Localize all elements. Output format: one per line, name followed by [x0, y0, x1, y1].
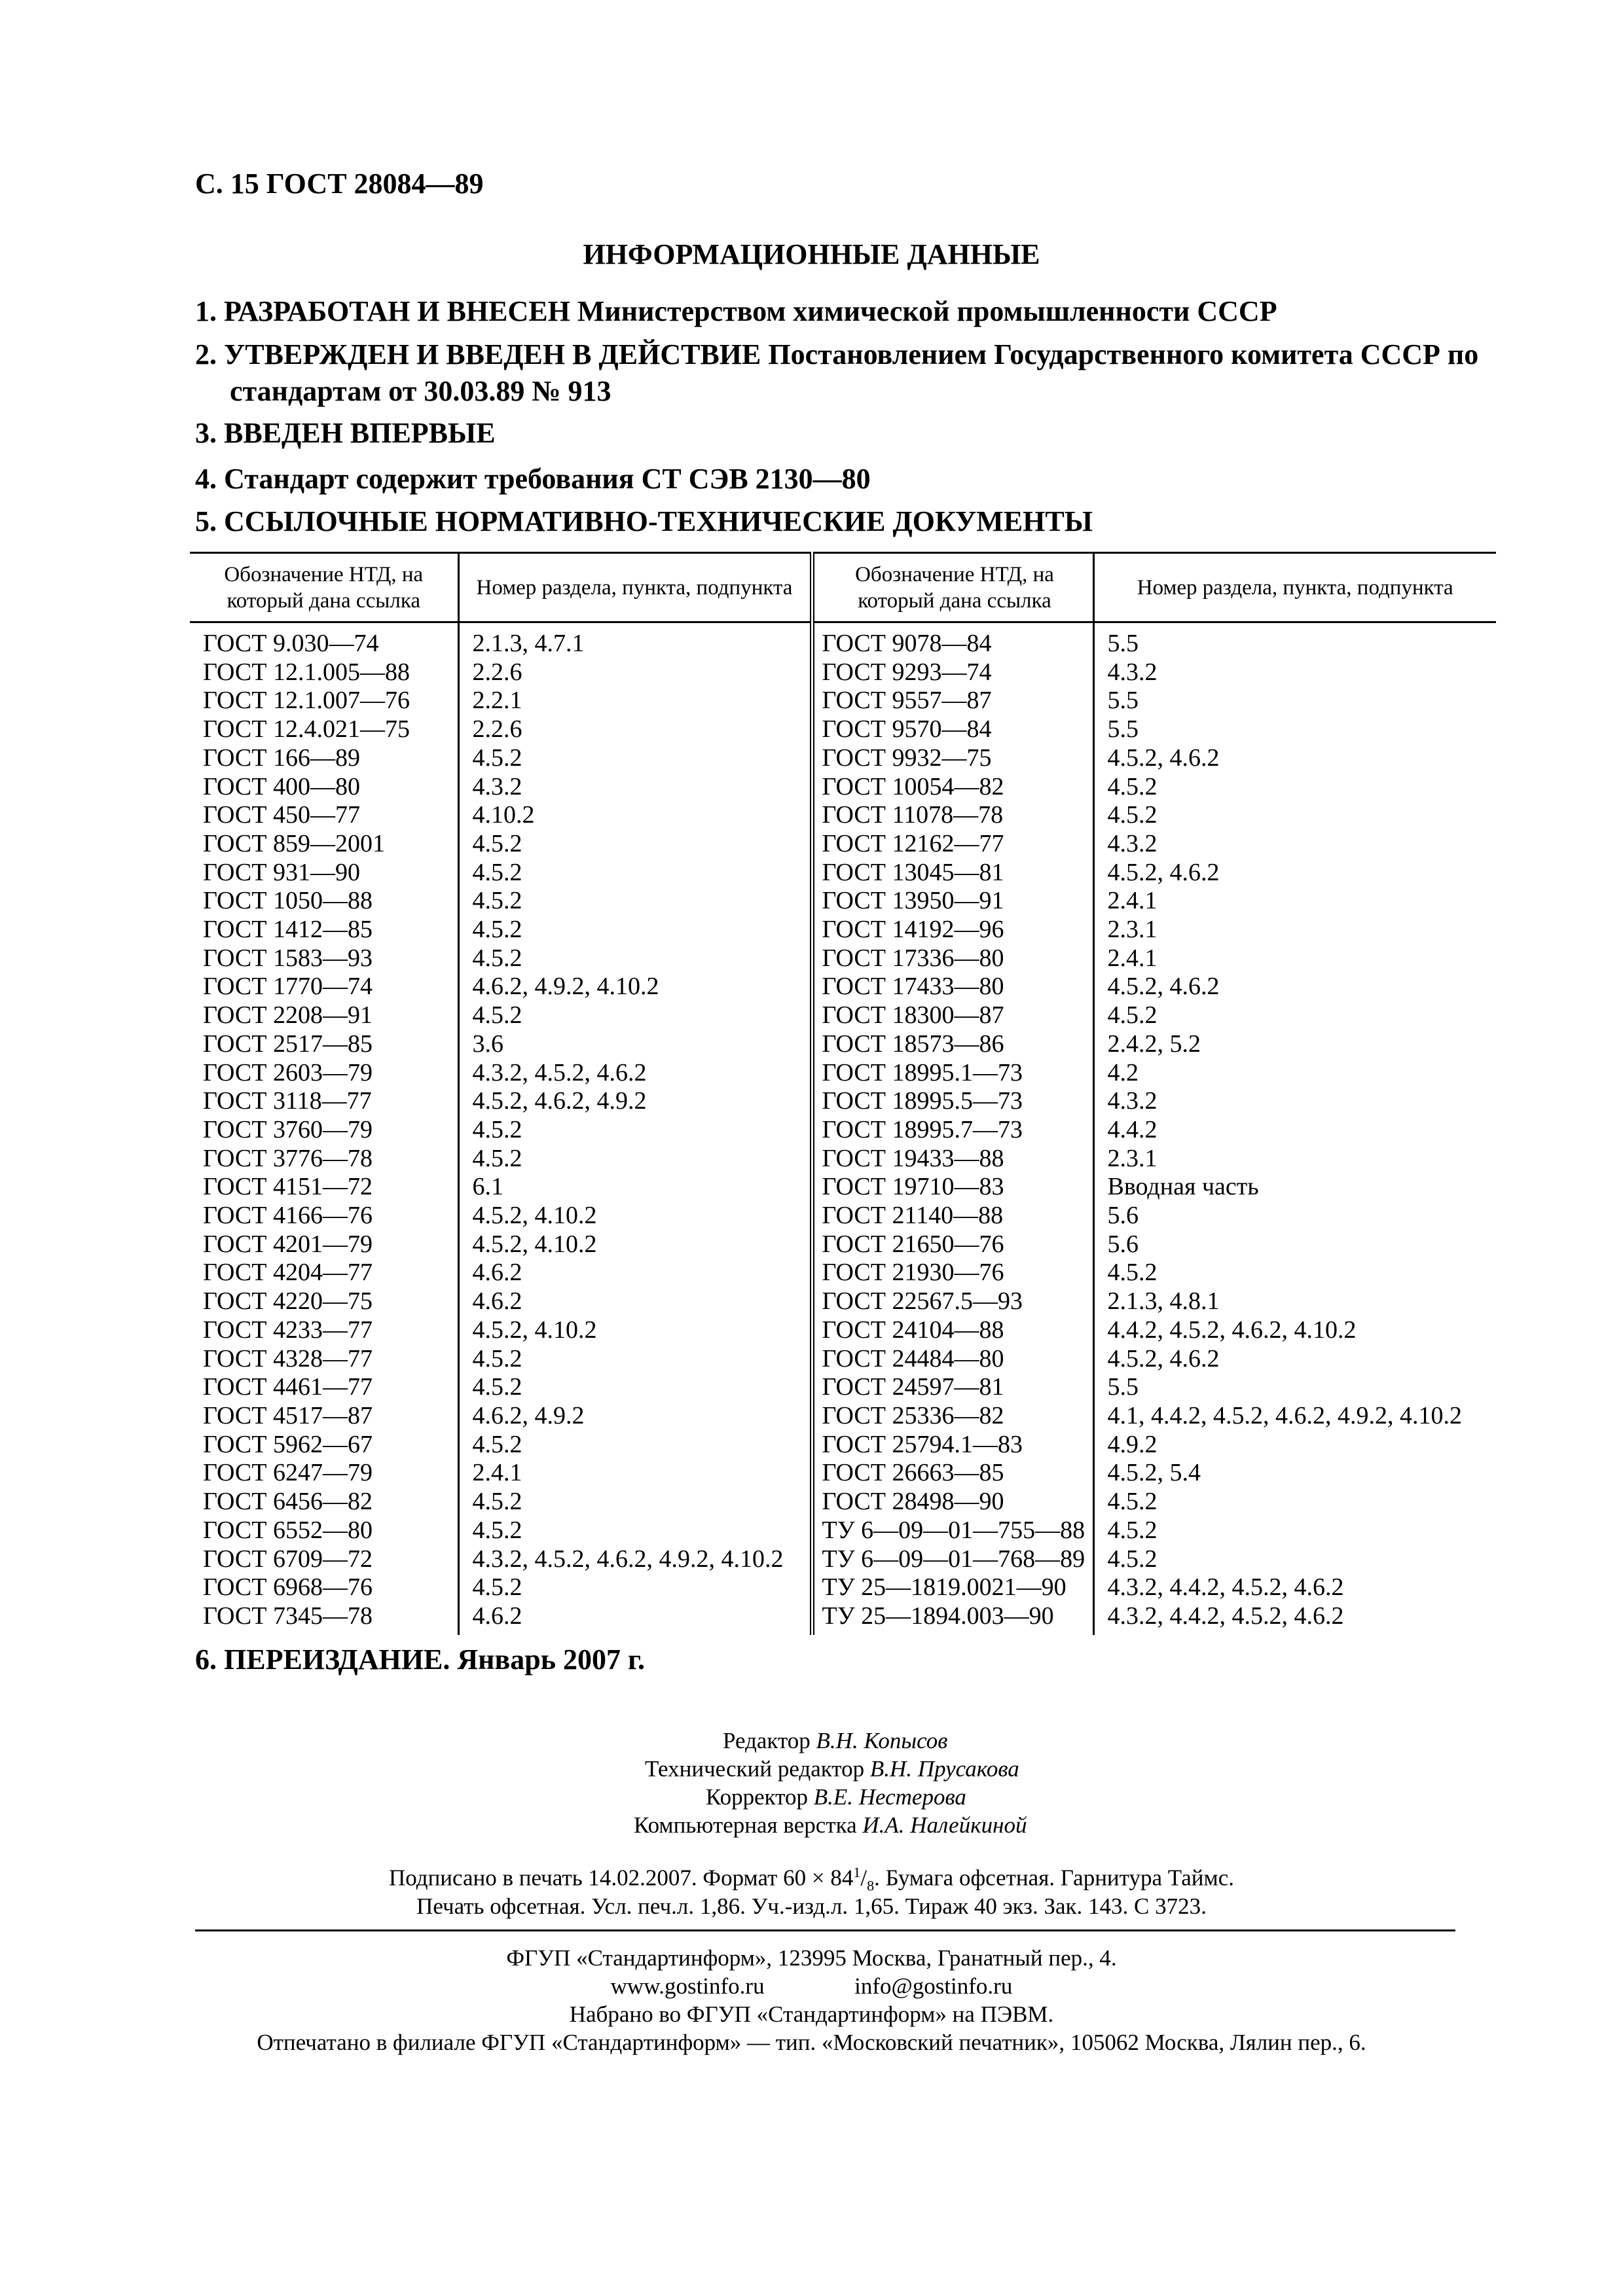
section-numbers: 4.4.2: [1107, 1115, 1158, 1143]
ntd-designation: ГОСТ 22567.5—93: [812, 1287, 1093, 1316]
section-numbers: 4.5.2, 4.6.2: [1107, 973, 1220, 1001]
section-title: ИНФОРМАЦИОННЫЕ ДАННЫЕ: [583, 238, 1040, 270]
item-number: 2.: [195, 338, 217, 370]
credit-proofreader: [706, 1784, 966, 1810]
section-numbers: 4.3.2, 4.4.2, 4.5.2, 4.6.2: [1107, 1573, 1344, 1602]
credit-role: Корректор: [706, 1784, 809, 1810]
section-numbers: 4.3.2: [1107, 658, 1158, 686]
section-numbers: 4.3.2: [1107, 829, 1158, 857]
ntd-designation: ГОСТ 17433—80: [812, 973, 1093, 1001]
section-numbers: 4.2: [1107, 1058, 1139, 1086]
table-row: [190, 973, 1496, 1001]
ntd-designation: ТУ 25—1894.003—90: [812, 1602, 1093, 1635]
section-numbers: 4.5.2: [1107, 1259, 1158, 1287]
section-numbers: 4.5.2: [1107, 1488, 1158, 1516]
section-numbers: 5.5: [1107, 1373, 1139, 1401]
references-table: [190, 552, 1496, 1635]
ntd-designation: ГОСТ 18995.7—73: [812, 1116, 1093, 1145]
ntd-designation: ГОСТ 3760—79: [190, 1116, 458, 1145]
section-numbers: 4.5.2: [458, 1516, 812, 1545]
section-numbers: 4.1, 4.4.2, 4.5.2, 4.6.2, 4.9.2, 4.10.2: [1107, 1401, 1462, 1429]
print-info-text: . Бумага офсетная. Гарнитура Таймс.: [874, 1865, 1234, 1891]
section-numbers: 3.6: [458, 1030, 812, 1059]
section-numbers: 5.5: [1107, 630, 1139, 657]
ntd-designation: ГОСТ 11078—78: [812, 801, 1093, 830]
ntd-designation: ГОСТ 24104—88: [812, 1316, 1093, 1345]
item-bold-text: Стандарт содержит требования СТ СЭВ 2130—80: [224, 463, 871, 495]
section-numbers: 4.6.2, 4.9.2: [458, 1402, 812, 1431]
ntd-designation: ГОСТ 18995.5—73: [812, 1087, 1093, 1116]
table-row: [190, 1316, 1496, 1345]
info-item-6: [195, 1641, 1544, 1678]
section-numbers: 4.3.2, 4.5.2, 4.6.2: [458, 1059, 812, 1088]
section-numbers: 4.3.2, 4.4.2, 4.5.2, 4.6.2: [1107, 1602, 1344, 1630]
ntd-designation: ГОСТ 4204—77: [190, 1259, 458, 1287]
print-info-text: Подписано в печать 14.02.2007. Формат 60 × 84: [389, 1865, 854, 1891]
printer-note: Отпечатано в филиале ФГУП «Стандартинформ» — тип. «Московский печатник», 105062 Москва, Лялин пер., 6.: [257, 2030, 1366, 2055]
column-header: Обозначение НТД, на который дана ссылка: [812, 553, 1093, 622]
table-row: [190, 801, 1496, 830]
item-bold-text: ПЕРЕИЗДАНИЕ.: [224, 1643, 450, 1676]
ntd-designation: ГОСТ 1412—85: [190, 916, 458, 944]
table-row: [190, 830, 1496, 859]
item-number: 5.: [195, 505, 217, 537]
ntd-designation: ГОСТ 5962—67: [190, 1431, 458, 1460]
section-numbers: 5.6: [1107, 1230, 1139, 1258]
section-numbers: 4.5.2: [1107, 801, 1158, 829]
ntd-designation: ГОСТ 9293—74: [812, 658, 1093, 687]
ntd-designation: ГОСТ 4166—76: [190, 1202, 458, 1230]
table-body: [190, 622, 1496, 1635]
credit-role: Технический редактор: [645, 1756, 865, 1782]
section-numbers: 4.5.2: [1107, 772, 1158, 800]
table-row: [190, 1030, 1496, 1059]
ntd-designation: ГОСТ 1050—88: [190, 887, 458, 916]
section-numbers: 4.4.2, 4.5.2, 4.6.2, 4.10.2: [1107, 1316, 1357, 1344]
ntd-designation: ГОСТ 400—80: [190, 773, 458, 802]
section-numbers: 4.5.2: [458, 944, 812, 973]
section-numbers: Вводная часть: [1107, 1173, 1259, 1201]
section-numbers: 2.2.1: [458, 687, 812, 715]
section-numbers: 4.5.2: [458, 1145, 812, 1174]
ntd-designation: ГОСТ 21140—88: [812, 1202, 1093, 1230]
item-text: Министерством химической промышленности СССР: [570, 295, 1277, 327]
section-numbers: 4.5.2, 4.10.2: [458, 1230, 812, 1259]
section-numbers: 5.5: [1107, 687, 1139, 715]
section-numbers: 4.5.2: [1107, 1545, 1158, 1573]
ntd-designation: ГОСТ 10054—82: [812, 773, 1093, 802]
ntd-designation: ГОСТ 24597—81: [812, 1373, 1093, 1402]
section-numbers: 2.1.3, 4.8.1: [1107, 1287, 1220, 1316]
page-header: С. 15 ГОСТ 28084—89: [195, 168, 484, 200]
column-header: Номер раздела, пункта, подпункта: [1093, 553, 1496, 622]
ntd-designation: ГОСТ 26663—85: [812, 1459, 1093, 1488]
ntd-designation: ГОСТ 4233—77: [190, 1316, 458, 1345]
table-row: [190, 1373, 1496, 1402]
ntd-designation: ГОСТ 12.1.005—88: [190, 658, 458, 687]
section-numbers: 4.5.2: [458, 830, 812, 859]
item-text: Постановлением Государственного комитета СССР по: [761, 338, 1479, 370]
section-numbers: 4.5.2, 4.6.2, 4.9.2: [458, 1087, 812, 1116]
credit-name: В.Е. Нестерова: [813, 1784, 966, 1810]
table-row: [190, 1287, 1496, 1316]
ntd-designation: ГОСТ 18995.1—73: [812, 1059, 1093, 1088]
ntd-designation: ГОСТ 3776—78: [190, 1145, 458, 1174]
info-item-4: [195, 461, 1544, 497]
ntd-designation: ГОСТ 12.4.021—75: [190, 715, 458, 744]
section-numbers: 4.6.2: [458, 1259, 812, 1287]
ntd-designation: ГОСТ 14192—96: [812, 916, 1093, 944]
table-row: [190, 1573, 1496, 1602]
item-number: 4.: [195, 463, 217, 495]
typeset-note: Набрано во ФГУП «Стандартинформ» на ПЭВМ.: [569, 2001, 1054, 2027]
section-numbers: 4.5.2: [1107, 1001, 1158, 1030]
table-row: [190, 916, 1496, 944]
ntd-designation: ГОСТ 450—77: [190, 801, 458, 830]
section-numbers: 4.5.2: [458, 1573, 812, 1602]
section-numbers: 4.6.2: [458, 1602, 812, 1635]
ntd-designation: ГОСТ 2603—79: [190, 1059, 458, 1088]
section-numbers: 2.4.1: [1107, 944, 1158, 972]
ntd-designation: ГОСТ 24484—80: [812, 1345, 1093, 1374]
credit-layout: [634, 1812, 1027, 1839]
section-numbers: 4.5.2: [1107, 1516, 1158, 1544]
table-row: [190, 1230, 1496, 1259]
ntd-designation: ГОСТ 13950—91: [812, 887, 1093, 916]
ntd-designation: ГОСТ 4517—87: [190, 1402, 458, 1431]
section-numbers: 4.3.2: [1107, 1087, 1158, 1115]
ntd-designation: ТУ 25—1819.0021—90: [812, 1573, 1093, 1602]
ntd-designation: ГОСТ 3118—77: [190, 1087, 458, 1116]
section-numbers: 2.2.6: [458, 658, 812, 687]
ntd-designation: ТУ 6—09—01—755—88: [812, 1516, 1093, 1545]
ntd-designation: ГОСТ 7345—78: [190, 1602, 458, 1635]
table-row: [190, 1259, 1496, 1287]
ntd-designation: ГОСТ 9557—87: [812, 687, 1093, 715]
table-row: [190, 1516, 1496, 1545]
ntd-designation: ГОСТ 4151—72: [190, 1173, 458, 1202]
ntd-designation: ГОСТ 9932—75: [812, 744, 1093, 773]
section-numbers: 4.6.2: [458, 1287, 812, 1316]
table-row: [190, 1116, 1496, 1145]
table-row: [190, 1545, 1496, 1574]
table-row: [190, 687, 1496, 715]
ntd-designation: ГОСТ 4201—79: [190, 1230, 458, 1259]
section-numbers: 4.6.2, 4.9.2, 4.10.2: [458, 973, 812, 1001]
section-numbers: 4.5.2: [458, 1345, 812, 1374]
format-slash: /: [860, 1865, 867, 1891]
section-numbers: 4.5.2, 4.10.2: [458, 1316, 812, 1345]
table-row: [190, 1059, 1496, 1088]
item-number: 6.: [195, 1643, 217, 1676]
table-header-row: [190, 553, 1496, 622]
ntd-designation: ГОСТ 17336—80: [812, 944, 1093, 973]
table-row: [190, 773, 1496, 802]
table-row: [190, 1602, 1496, 1635]
ntd-designation: ГОСТ 4220—75: [190, 1287, 458, 1316]
ntd-designation: ГОСТ 12.1.007—76: [190, 687, 458, 715]
item-number: 1.: [195, 295, 217, 327]
ntd-designation: ГОСТ 19433—88: [812, 1145, 1093, 1174]
section-numbers: 5.5: [1107, 715, 1139, 744]
ntd-designation: ГОСТ 931—90: [190, 859, 458, 888]
ntd-designation: ГОСТ 4328—77: [190, 1345, 458, 1374]
section-numbers: 4.3.2: [458, 773, 812, 802]
table-row: [190, 887, 1496, 916]
section-numbers: 2.4.2, 5.2: [1107, 1030, 1201, 1058]
section-numbers: 4.5.2: [458, 859, 812, 888]
item-text-continued: стандартам от 30.03.89 № 913: [230, 375, 611, 407]
info-item-3: [195, 415, 1544, 452]
format-numerator: 1: [853, 1864, 861, 1880]
table-row: [190, 1345, 1496, 1374]
ntd-designation: ГОСТ 9570—84: [812, 715, 1093, 744]
section-numbers: 2.4.1: [1107, 887, 1158, 915]
ntd-designation: ГОСТ 1583—93: [190, 944, 458, 973]
section-numbers: 4.5.2: [458, 744, 812, 773]
credit-tech-editor: [645, 1756, 1019, 1782]
table-row: [190, 1402, 1496, 1431]
format-denominator: 8: [867, 1877, 875, 1894]
table-row: [190, 1488, 1496, 1516]
table-row: [190, 1145, 1496, 1174]
section-numbers: 2.1.3, 4.7.1: [458, 622, 812, 658]
section-numbers: 4.5.2: [458, 1488, 812, 1516]
ntd-designation: ГОСТ 18573—86: [812, 1030, 1093, 1059]
section-numbers: 4.5.2: [458, 1431, 812, 1460]
section-numbers: 4.3.2, 4.5.2, 4.6.2, 4.9.2, 4.10.2: [458, 1545, 812, 1574]
ntd-designation: ГОСТ 25794.1—83: [812, 1431, 1093, 1460]
table-row: [190, 1087, 1496, 1116]
item-bold-text: ССЫЛОЧНЫЕ НОРМАТИВНО-ТЕХНИЧЕСКИЕ ДОКУМЕНТЫ: [224, 505, 1093, 537]
credit-role: Редактор: [723, 1728, 811, 1753]
ntd-designation: ГОСТ 6456—82: [190, 1488, 458, 1516]
section-numbers: 4.5.2: [458, 1116, 812, 1145]
divider-rule: [195, 1929, 1455, 1931]
section-numbers: 4.5.2, 4.10.2: [458, 1202, 812, 1230]
section-numbers: 4.5.2: [458, 1001, 812, 1030]
column-header: Номер раздела, пункта, подпункта: [458, 553, 812, 622]
section-numbers: 4.5.2, 4.6.2: [1107, 744, 1220, 772]
section-numbers: 5.6: [1107, 1202, 1139, 1230]
ntd-designation: ТУ 6—09—01—768—89: [812, 1545, 1093, 1574]
ntd-designation: ГОСТ 9.030—74: [190, 622, 458, 658]
credit-role: Компьютерная верстка: [634, 1812, 857, 1838]
ntd-designation: ГОСТ 6247—79: [190, 1459, 458, 1488]
item-number: 3.: [195, 417, 217, 449]
section-numbers: 4.5.2, 5.4: [1107, 1459, 1201, 1487]
info-item-2: [195, 336, 1544, 410]
info-item-5: [195, 503, 1544, 540]
ntd-designation: ГОСТ 21930—76: [812, 1259, 1093, 1287]
table-row: [190, 744, 1496, 773]
table-row: [190, 1459, 1496, 1488]
ntd-designation: ГОСТ 21650—76: [812, 1230, 1093, 1259]
info-item-1: [195, 293, 1544, 330]
table-row: [190, 1001, 1496, 1030]
ntd-designation: ГОСТ 28498—90: [812, 1488, 1093, 1516]
table-row: [190, 944, 1496, 973]
credit-name: В.Н. Прусакова: [869, 1756, 1019, 1782]
ntd-designation: ГОСТ 6709—72: [190, 1545, 458, 1574]
table-row: [190, 715, 1496, 744]
ntd-designation: ГОСТ 18300—87: [812, 1001, 1093, 1030]
item-bold-text: УТВЕРЖДЕН И ВВЕДЕН В ДЕЙСТВИЕ: [224, 338, 761, 370]
item-text: Январь 2007 г.: [450, 1643, 646, 1676]
table-row: [190, 859, 1496, 888]
section-numbers: 4.9.2: [1107, 1430, 1158, 1458]
section-numbers: 2.3.1: [1107, 1144, 1158, 1172]
item-bold-text: РАЗРАБОТАН И ВНЕСЕН: [224, 295, 570, 327]
ntd-designation: ГОСТ 2208—91: [190, 1001, 458, 1030]
ntd-designation: ГОСТ 12162—77: [812, 830, 1093, 859]
ntd-designation: ГОСТ 2517—85: [190, 1030, 458, 1059]
table-row: [190, 1431, 1496, 1460]
ntd-designation: ГОСТ 6968—76: [190, 1573, 458, 1602]
credit-name: В.Н. Копысов: [816, 1728, 948, 1753]
section-numbers: 6.1: [458, 1173, 812, 1202]
ntd-designation: ГОСТ 4461—77: [190, 1373, 458, 1402]
ntd-designation: ГОСТ 6552—80: [190, 1516, 458, 1545]
ntd-designation: ГОСТ 9078—84: [812, 622, 1093, 658]
item-bold-text: ВВЕДЕН ВПЕРВЫЕ: [224, 417, 496, 449]
publisher-website[interactable]: www.gostinfo.ru: [610, 1973, 765, 1999]
section-numbers: 2.3.1: [1107, 916, 1158, 944]
ntd-designation: ГОСТ 19710—83: [812, 1173, 1093, 1202]
ntd-designation: ГОСТ 13045—81: [812, 859, 1093, 888]
section-numbers: 4.10.2: [458, 801, 812, 830]
publisher-contacts: [0, 1973, 1623, 2000]
publisher-email[interactable]: info@gostinfo.ru: [854, 1973, 1013, 1999]
table-row: [190, 1202, 1496, 1230]
section-numbers: 2.4.1: [458, 1459, 812, 1488]
print-info-line-2: Печать офсетная. Усл. печ.л. 1,86. Уч.-изд.л. 1,65. Тираж 40 экз. Зак. 143. С 3723.: [416, 1893, 1207, 1919]
section-numbers: 4.5.2: [458, 887, 812, 916]
section-numbers: 2.2.6: [458, 715, 812, 744]
ntd-designation: ГОСТ 1770—74: [190, 973, 458, 1001]
ntd-designation: ГОСТ 859—2001: [190, 830, 458, 859]
section-numbers: 4.5.2: [458, 1373, 812, 1402]
credit-editor: [723, 1728, 947, 1754]
print-info-line-1: [0, 1864, 1623, 1895]
table-row: [190, 1173, 1496, 1202]
ntd-designation: ГОСТ 25336—82: [812, 1402, 1093, 1431]
column-header: Обозначение НТД, на который дана ссылка: [190, 553, 458, 622]
section-numbers: 4.5.2, 4.6.2: [1107, 1344, 1220, 1372]
credit-name: И.А. Налейкиной: [862, 1812, 1027, 1838]
ntd-designation: ГОСТ 166—89: [190, 744, 458, 773]
section-numbers: 4.5.2, 4.6.2: [1107, 858, 1220, 886]
table-row: [190, 622, 1496, 658]
publisher-address: ФГУП «Стандартинформ», 123995 Москва, Гранатный пер., 4.: [506, 1945, 1117, 1971]
section-numbers: 4.5.2: [458, 916, 812, 944]
table-row: [190, 658, 1496, 687]
